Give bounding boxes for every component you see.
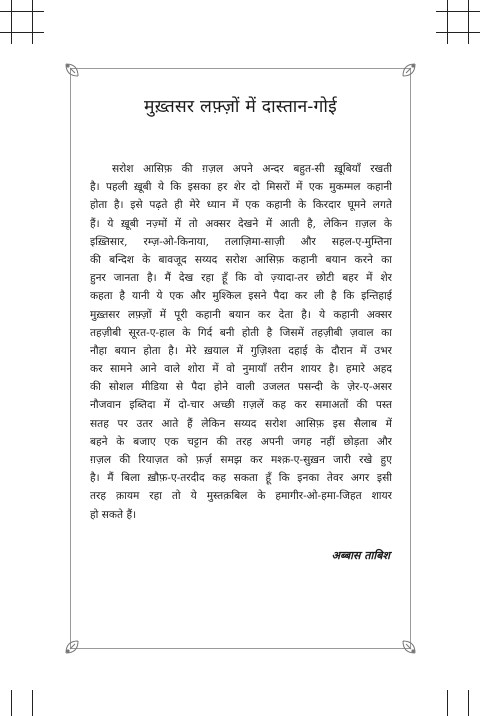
text-line: नौहा बयान होता है। मेरे ख़याल में गुज़िश्ता दहाई के दौरान में उभर <box>90 344 392 357</box>
text-line: नौजवान इब्तिदा में दो-चार अच्छी ग़ज़लें कह कर समाअतों की पस्त <box>90 399 392 412</box>
crop-mark <box>11 0 12 44</box>
corner-ornament-icon <box>395 62 417 84</box>
crop-mark <box>32 0 33 44</box>
text-line: की बन्दिश के बावजूद सय्यद सरोश आसिफ़ कहानी बयान करने का <box>90 253 392 266</box>
corner-ornament-icon <box>64 62 86 84</box>
crop-mark <box>0 32 44 33</box>
crop-mark <box>436 11 480 12</box>
crop-mark <box>11 690 12 716</box>
page-title: मुख़्तसर लफ़्ज़ों में दास्तान-गोई <box>144 97 337 117</box>
crop-mark <box>447 0 448 44</box>
text-line: है। मैं बिला ख़ौफ़-ए-तरदीद कह सकता हूँ कि इनका तेवर अगर इसी <box>90 472 392 485</box>
text-line: इख़्तिसार, रम्ज़-ओ-किनाया, तलाज़िमा-साज़ी और सहल-ए-मुम्तिना <box>90 235 392 248</box>
crop-mark <box>436 32 480 33</box>
text-line: मुख़्तसर लफ़्ज़ों में पूरी कहानी बयान कर देता है। ये कहानी अक्सर <box>90 308 392 321</box>
text-line: तहज़ीबी सूरत-ए-हाल के गिर्द बनी होती है जिसमें तहज़ीबी ज़वाल का <box>90 326 392 339</box>
text-line: ग़ज़ल की रियाज़त को फ़र्ज़ समझ कर मश्क़-ए-सुख़न जारी रखे हुए <box>90 454 392 466</box>
text-line: कहता है यानी ये एक और मुश्किल इसने पैदा कर ली है कि इन्तिहाई <box>90 290 392 303</box>
text-line: कर सामने आने वाले शोरा में वो नुमायाँ तरीन शायर है। हमारे अहद <box>90 363 392 376</box>
crop-mark <box>32 690 33 716</box>
crop-mark <box>447 690 448 716</box>
text-line: सतह पर उतर आते हैं लेकिन सय्यद सरोश आसिफ़ इस सैलाब में <box>90 417 392 430</box>
corner-ornament-icon <box>64 633 86 655</box>
text-line: है। पहली ख़ूबी ये कि इसका हर शेर दो मिसरों में एक मुकम्मल कहानी <box>90 181 392 194</box>
corner-ornament-icon <box>395 633 417 655</box>
crop-mark <box>0 11 44 12</box>
body-paragraph <box>90 160 392 524</box>
text-line: होता है। इसे पढ़ते ही मेरे ध्यान में एक कहानी के किरदार घूमने लगते <box>90 199 392 212</box>
text-line: सरोश आसिफ़ की ग़ज़ल अपने अन्दर बहुत-सी ख़ूबियाँ रखती <box>112 163 392 175</box>
text-line: तरह क़ायम रहा तो ये मुस्तक़बिल के हमागीर-ओ-हमा-जिहत शायर <box>90 490 392 503</box>
text-line: हुनर जानता है। मैं देख रहा हूँ कि वो ज़्यादा-तर छोटी बहर में शेर <box>90 272 392 285</box>
author-signature: अब्बास ताबिश <box>331 549 390 562</box>
text-line: हैं। ये ख़ूबी नज़्मों में तो अक्सर देखने में आती है, लेकिन ग़ज़ल के <box>90 217 392 230</box>
text-line: बहने के बजाए एक चट्टान की तरह अपनी जगह नहीं छोड़ता और <box>90 435 392 448</box>
crop-mark <box>468 690 469 716</box>
text-line: की सोशल मीडिया से पैदा होने वाली उजलत पसन्दी के ज़ेर-ए-असर <box>90 381 392 394</box>
text-line: हो सकते हैं। <box>90 508 137 521</box>
crop-mark <box>468 0 469 44</box>
